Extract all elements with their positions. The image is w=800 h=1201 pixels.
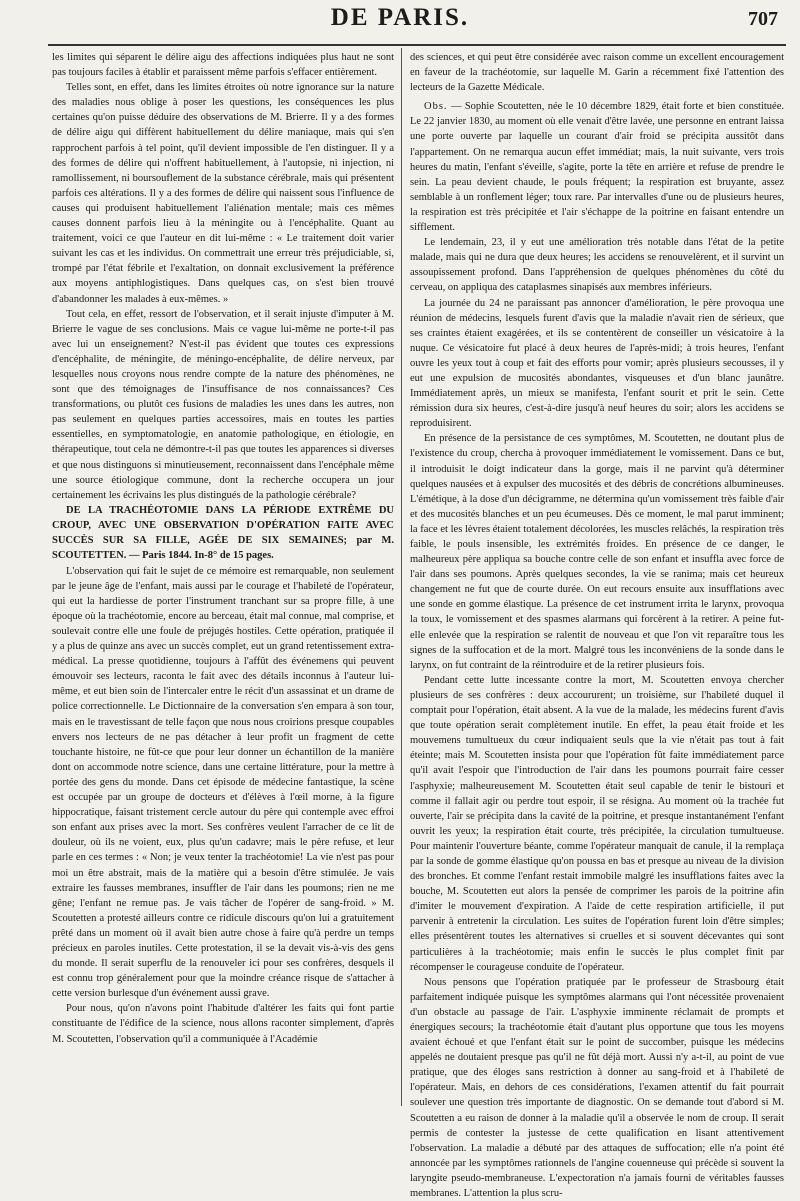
observation-label: Obs. <box>424 101 448 113</box>
paragraph: Tout cela, en effet, ressort de l'observation, et il serait injuste d'imputer à M. Brierre le vague de ses conclusions. Mais ce vague lui-même ne porte-t-il pas avec lui un enseignement? N'est-il pas évident que toutes ces expressions d'encéphalite, de méningite, de méningo-encéphalite, de délire nerveux, par lesquelles nous croyons nous rendre compte de la nature des phénomènes, ne sont que des témoignages de l'insuffisance de nos connaissances? Ces transformations, ou plutôt ces fusions de maladies les unes dans les autres, non pas seulement en quelques parties accessoires, mais en toutes les parties essentielles, en symptomatologie, en anatomie pathologique, en étiologie, en thérapeutique, tout cela ne démontre-t-il pas que toutes les apparences si diverses et que nous distinguons si minutieusement, reconnaissent dans l'encéphale même une source étiologique commune, dont la recherche occupera un jour certainement les écrivains les plus distingués de la pathologie cérébrale? <box>52 308 394 501</box>
paragraph: Pendant cette lutte incessante contre la mort, M. Scoutetten envoya chercher plusieurs de ses confrères : deux accoururent; un troisième, sur l'habileté duquel il comptait pour l'opération, était absent. A la vue de la malade, les médecins furent d'avis que toute opération serait complètement inutile. En effet, la peau était froide et les mouvemens tumultueux du cœur indiquaient seuls que la vie n'était pas tout à fait éteinte; mais M. Scoutetten insista pour que l'opération fût faite immédiatement parce qu'il avait l'espoir que l'introduction de l'air dans les poumons pourrait faire cesser l'asphyxie; malheureusement M. Scoutetten était seul capable de tenir le bistouri et comme il fallait agir ou perdre tout espoir, il se résigna. Au moment où la trachée fut ouverte, l'air se précipita dans la cavité de la poitrine, et presque instantanément l'enfant ouvrit les yeux; la respiration était courte, très précipitée, la circulation tumultueuse. Pour maintenir l'ouverture béante, comme l'opérateur manquait de canule, il la remplaça par la sonde de gomme élastique qu'on poussa en bas et presque au niveau de la division des bronches. Et comme l'enfant restait immobile malgré les insufflations faites avec la bouche, M. Scoutetten eut alors la pensée de comprimer les parois de la poitrine afin d'imiter le mouvement d'expiration. A l'aide de cette respiration artificielle, il put parvenir à entretenir la circulation. Les suites de l'opération furent loin d'être simples; elles présentèrent toutes les alternatives si cruelles et si souvent décevantes qui sont particulières à la trachéotomie; mais enfin le succès le plus complet finit par récompenser le courageuse conduite de l'opérateur. <box>410 674 784 973</box>
paragraph: L'observation qui fait le sujet de ce mémoire est remarquable, non seulement par le jeune âge de l'enfant, mais aussi par le courage et l'habileté de l'opérateur, qui eut la hardiesse de porter l'instrument tranchant sur sa propre fille, à une époque où la trachéotomie, encore au berceau, était mal connue, mal comprise, et soulevait contre elle une foule de préjugés hostiles. Cette opération, pratiquée il y a plus de quinze ans avec un succès complet, eut un grand retentissement extra-médical. La presse quotidienne, toujours à l'affût des événemens qui peuvent émouvoir ses lecteurs, raconta le fait avec des détails inconnus à l'auteur lui-même, et eut bien soin de l'intercaler entre le récit d'un assassinat et un drame de police correctionnelle. Le Dictionnaire de la conversation s'en empara à son tour, mais en le travestissant de telle façon que nous nous croirions presque coupables envers nos lecteurs de ne pas détacher à leur profit un fragment de cette touchante histoire, ne fût-ce que pour leur donner un échantillon de la manière dont on accommode notre science, dans une certaine littérature, pour la mettre à portée des gens du monde. Dans cet épisode de médecine fantastique, la scène est occupée par un groupe de docteurs et d'élèves à l'œil morne, à la figure hippocratique, faisant tristement cercle autour du père qui contemple avec effroi son enfant aux prises avec la mort. Ses confrères veulent l'arracher de ce lit de douleur, où ils ne voient, eux, plus qu'un cadavre; mais le père refuse, et leur parle en ces termes : « Non; je veux tenter la trachéotomie! La vie n'est pas pour moi un être abstrait, mais de la matière qui a besoin d'être stimulée. Je vais extraire les fausses membranes, insuffler de l'air dans les poumons; rien ne me gêne; l'enfant ne remue pas. Je vais tâcher de l'opérer de sang-froid. » M. Scoutetten a protesté ailleurs contre ce ridicule discours qu'on lui a gratuitement prêté dans un moment où il avait bien autre chose à faire qu'à perdre un temps précieux en paroles inutiles. Cette protestation, il se la devait vis-à-vis des gens du monde. Il serait superflu de la renouveler ici pour ses confrères, desquels il est connu trop généralement pour que la moindre créance risque de s'attacher à cette version burlesque d'un événement aussi grave. <box>52 565 395 1000</box>
right-column <box>410 50 785 1200</box>
paragraph: Pour nous, qu'on n'avons point l'habitude d'altérer les faits qui font partie constituante de l'édifice de la science, nous allons raconter simplement, d'après M. Scoutetten, l'observation qu'il a communiquée à l'Académie <box>52 1003 394 1045</box>
section-title: DE LA TRACHÉOTOMIE DANS LA PÉRIODE EXTRÊME DU CROUP, AVEC UNE OBSERVATION D'OPÉRATION FAITE AVEC SUCCÈS SUR SA FILLE, AGÉE DE SIX SEMAINES; par M. SCOUTETTEN. — Paris 1844. In-8° de 15 pages. <box>52 504 394 562</box>
running-title: DE PARIS. <box>330 4 470 31</box>
paragraph: les limites qui séparent le délire aigu des affections indiquées plus haut ne sont pas toujours faciles à établir et paraissent même parfois s'effacer entièrement. <box>52 52 394 79</box>
page-header <box>0 0 800 46</box>
observation-text: — Sophie Scoutetten, née le 10 décembre 1829, était forte et bien constituée. Le 22 janvier 1830, au moment où elle venait d'être lavée, une personne en entrant laissa une porte ouverte par laquelle un courant d'air froid se précipita aussitôt dans l'appartement. On ne remarqua aucun effet immédiat; mais, la nuit suivante, vers trois heures du matin, l'enfant s'éveille, s'agite, porte la tête en arrière et refuse de prendre le sein. La peau devient chaude, le pouls fréquent; la respiration est bruyante, assez semblable à un ronflement léger; toux rare. Par intervalles d'une ou de plusieurs heures, la respiration est très précipitée et l'air s'échappe de la poitrine en faisant entendre un sifflement. <box>410 101 785 234</box>
paragraph: En présence de la persistance de ces symptômes, M. Scoutetten, ne doutant plus de l'existence du croup, chercha à provoquer immédiatement le vomissement. Dans ce but, il introduisit le doigt indicateur dans la gorge, mais il ne parvint qu'à déterminer quelques nausées et à expulser des mucosités et des débris de concrétions albumineuses. L'émétique, à la dose d'un décigramme, ne détermina qu'un vomissement très faible d'air et des mucosités blanches et un peu écumeuses. Dès ce moment, le mal parut imminent; la face et les lèvres étaient totalement décolorées, les muscles relâchés, la respiration très faible, le pouls insensible, les extrémités froides. En présence de ce danger, le malheureux père appliqua sa bouche contre celle de son enfant et insuffla avec force de l'air dans ses poumons. Après quelques secondes, la vie se ranima; mais cet heureux changement ne fut que de courte durée. On eut recours ensuite aux insufflations avec une sonde en gomme élastique. La présence de cet instrument irrita le larynx, provoqua la toux, le vomissement et des spasmes alarmans qui forcèrent à la retirer. A peine fut-elle enlevée que la respiration se ralentit de nouveau et que l'on vit reparaître tous les signes de la suffocation et de la mort. Malgré tous les inconvéniens de la sonde dans le larynx, on fut contraint de la réintroduire et de la retirer plusieurs fois. <box>410 433 784 671</box>
paragraph: Nous pensons que l'opération pratiquée par le professeur de Strasbourg était parfaitement indiquée puisque les symptômes alarmans qui l'ont nécessitée provenaient d'un obstacle au passage de l'air. L'asphyxie imminente réclamait de prompts et énergiques secours; la trachéotomie était d'autant plus opportune que tous les moyens avaient échoué et que l'enfant était sur le point de succomber, puisque les médecins appelés ne doutaient presque pas qu'il ne fût déjà mort. Aussi n'y a-t-il, au point de vue pratique, que des éloges sans restriction à donner au sang-froid et à l'habileté de l'opérateur. Mais, en dehors de ces considérations, l'examen attentif du fait pourrait soulever une question très importante de diagnostic. On se demande tout d'abord si M. Scoutetten a eu raison de donner à la maladie qu'il a observée le nom de croup. Il serait permis de contester la justesse de cette qualification en lisant attentivement l'observation. La maladie a débuté par des attaques de suffocation; elle n'a point été annoncée par les symptômes rationnels de l'angine couenneuse qui précède si souvent la laryngite pseudo-membraneuse. L'expectoration n'a jamais fourni de véritables fausses membranes. L'attention la plus scru- <box>410 976 784 1200</box>
paragraph: La journée du 24 ne paraissant pas annoncer d'amélioration, le père provoqua une réunion de médecins, lesquels furent d'avis que la maladie n'avait rien de sérieux, que ses craintes étaient exagérées, et ils se contentèrent de conseiller un vésicatoire à la nuque. Ce vésicatoire fut placé à deux heures de l'après-midi; à trois heures, l'enfant ouvre les yeux tout à coup et fait des efforts pour vomir; après plusieurs secousses, il y eut une expulsion de mucosités abondantes, visqueuses et d'un blanc jaunâtre. Immédiatement après, un mieux se manifesta, l'enfant sourit et prit le sein. Cette rémission dura six heures, c'est-à-dire jusqu'à neuf heures du soir; alors les accidens se reproduisirent. <box>410 297 784 430</box>
paragraph: Le lendemain, 23, il y eut une amélioration très notable dans l'état de la petite malade, mais qui ne dura que deux heures; les accidens se renouvelèrent, et il survint un assoupissement profond. Dans l'appréhension de quelques phénomènes du côté du cerveau, on appliqua des cataplasmes sinapisés aux membres inférieurs. <box>410 237 784 294</box>
page-number: 707 <box>748 8 778 30</box>
header-rule <box>48 44 786 46</box>
column-divider <box>401 48 402 1106</box>
left-column <box>52 50 394 1107</box>
paragraph: des sciences, et qui peut être considérée avec raison comme un excellent encouragement en faveur de la trachéotomie, sur laquelle M. Garin a récemment fixé l'attention des lecteurs de la Gazette Médicale. <box>410 52 784 94</box>
paragraph: Telles sont, en effet, dans les limites étroites où notre ignorance sur la nature des maladies nous oblige à poser les questions, les conséquences les plus certaines qu'on puisse déduire des observations de M. Brierre. Il y a des formes de délire aigu qui diffèrent habituellement du délire maniaque, mais qui s'en rapprochent parfois à tel point, qu'il devient impossible de l'en distinguer. Il y a des formes de délire qui n'offrent habituellement, à l'autopsie, ni injection, ni ramollissement, ni boursouflement de la substance cérébrale, mais qui présentent parfois ces altérations. Il y a des formes de délire qui naissent sous l'influence de causes qui produisent habituellement l'aliénation mentale; mais ces mêmes causes donnent parfois lieu à la méningite ou à l'encéphalite. Quant au traitement, voici ce que l'auteur en dit lui-même : « Le traitement doit varier suivant les cas et les individus. On commettrait une erreur très préjudiciable, si, trompé par l'état fébrile et l'exaltation, on donnait exclusivement la préférence aux moyens antiphlogistiques. Dans quelques cas, on s'est bien trouvé d'abandonner les malades à eux-mêmes. » <box>52 82 394 305</box>
